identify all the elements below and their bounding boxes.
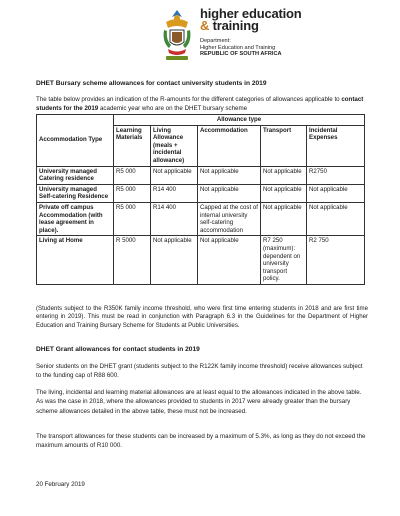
- table-cell: Not applicable: [261, 166, 307, 184]
- column-header: Incidental Expenses: [307, 125, 365, 166]
- table-row: [37, 184, 365, 202]
- table-row: [37, 236, 365, 285]
- row-label: Private off campus Accommodation (with lease agreement in place).: [37, 202, 114, 235]
- table-cell: Not applicable: [261, 202, 307, 235]
- coat-of-arms-icon: [160, 8, 194, 66]
- country-name: REPUBLIC OF SOUTH AFRICA: [200, 51, 282, 58]
- table-cell: R2750: [307, 166, 365, 184]
- grant-paragraph: The living, incidental and learning material allowances are at least equal to the allowances indicated in the above table. As was the case in 2018, where the allowances provided to students in 2017 were already greater than the bursary scheme allowances detailed in the above table, these must not be increased.: [36, 389, 362, 415]
- table-cell: Not applicable: [198, 236, 261, 285]
- org-name-ampersand: &: [200, 18, 210, 33]
- column-header: Living Allowance (meals + incidental allowance): [151, 125, 198, 166]
- table-cell: R 5000: [114, 236, 151, 285]
- department-name: Higher Education and Training: [200, 44, 276, 51]
- grant-paragraph: Senior students on the DHET grant (students subject to the R122K family income threshold) receive allowances subject to the funding cap of R88 600.: [36, 363, 363, 380]
- column-header: Learning Materials: [114, 125, 151, 166]
- table-cell: Capped at the cost of internal university self-catering accommodation: [198, 202, 261, 235]
- section-heading-bursary: DHET Bursary scheme allowances for contact university students in 2019: [36, 80, 267, 87]
- table-cell: R7 250 (maximum): dependent on university transport policy.: [261, 236, 307, 285]
- table-cell: R5 000: [114, 184, 151, 202]
- grant-paragraph: The transport allowances for these students can be increased by a maximum of 5.3%, as long as they do not exceed the maximum amounts of R10 000.: [36, 433, 366, 450]
- table-row: [37, 166, 365, 184]
- allowance-table: [36, 114, 365, 285]
- table-cell: R5 000: [114, 202, 151, 235]
- table-cell: Not applicable: [198, 184, 261, 202]
- department-label: Department:: [200, 38, 231, 44]
- letterhead: [160, 8, 400, 76]
- row-label: Living at Home: [37, 236, 114, 285]
- table-cell: Not applicable: [151, 236, 198, 285]
- column-header: Accommodation: [198, 125, 261, 166]
- intro-text-start: The table below provides an indication of the R-amounts for the different categories of allowances applicable to: [36, 96, 342, 103]
- table-cell: Not applicable: [307, 202, 365, 235]
- intro-text-end: academic year who are on the DHET bursary scheme: [98, 105, 248, 112]
- table-row: [37, 202, 365, 235]
- table-cell: Not applicable: [261, 184, 307, 202]
- table-cell: Not applicable: [198, 166, 261, 184]
- table-cell: R14 400: [151, 184, 198, 202]
- table-cell: Not applicable: [307, 184, 365, 202]
- table-cell: R5 000: [114, 166, 151, 184]
- row-label: University managed Self-catering Residence: [37, 184, 114, 202]
- table-cell: R14 400: [151, 202, 198, 235]
- document-date: 20 February 2019: [36, 481, 85, 488]
- table-cell: R2 750: [307, 236, 365, 285]
- intro-paragraph: [36, 95, 366, 113]
- table-footnote: (Students subject to the R350K family income threshold, who were first time entering students in 2018 and are first time entering in 2019). This must be read in conjunction with Paragraph 6.3 in the Guidelines for the Department of Higher Education and Training Bursary Scheme for Students at Public Universities.: [36, 305, 368, 329]
- section-heading-grant: DHET Grant allowances for contact students in 2019: [36, 346, 200, 353]
- table-cell: Not applicable: [151, 166, 198, 184]
- organisation-block: [200, 8, 302, 58]
- department-info: [200, 38, 302, 58]
- org-name-line2: training: [209, 18, 259, 33]
- table-header-row: [37, 115, 365, 126]
- intro-text-bold: contact students for the 2019: [36, 96, 364, 112]
- org-name-line1: higher education: [200, 6, 302, 21]
- header-allowance-type: Allowance type: [114, 115, 365, 126]
- row-label: University managed Catering residence: [37, 166, 114, 184]
- header-accommodation-type: Accommodation Type: [37, 115, 114, 167]
- column-header: Transport: [261, 125, 307, 166]
- organisation-name: [200, 8, 302, 32]
